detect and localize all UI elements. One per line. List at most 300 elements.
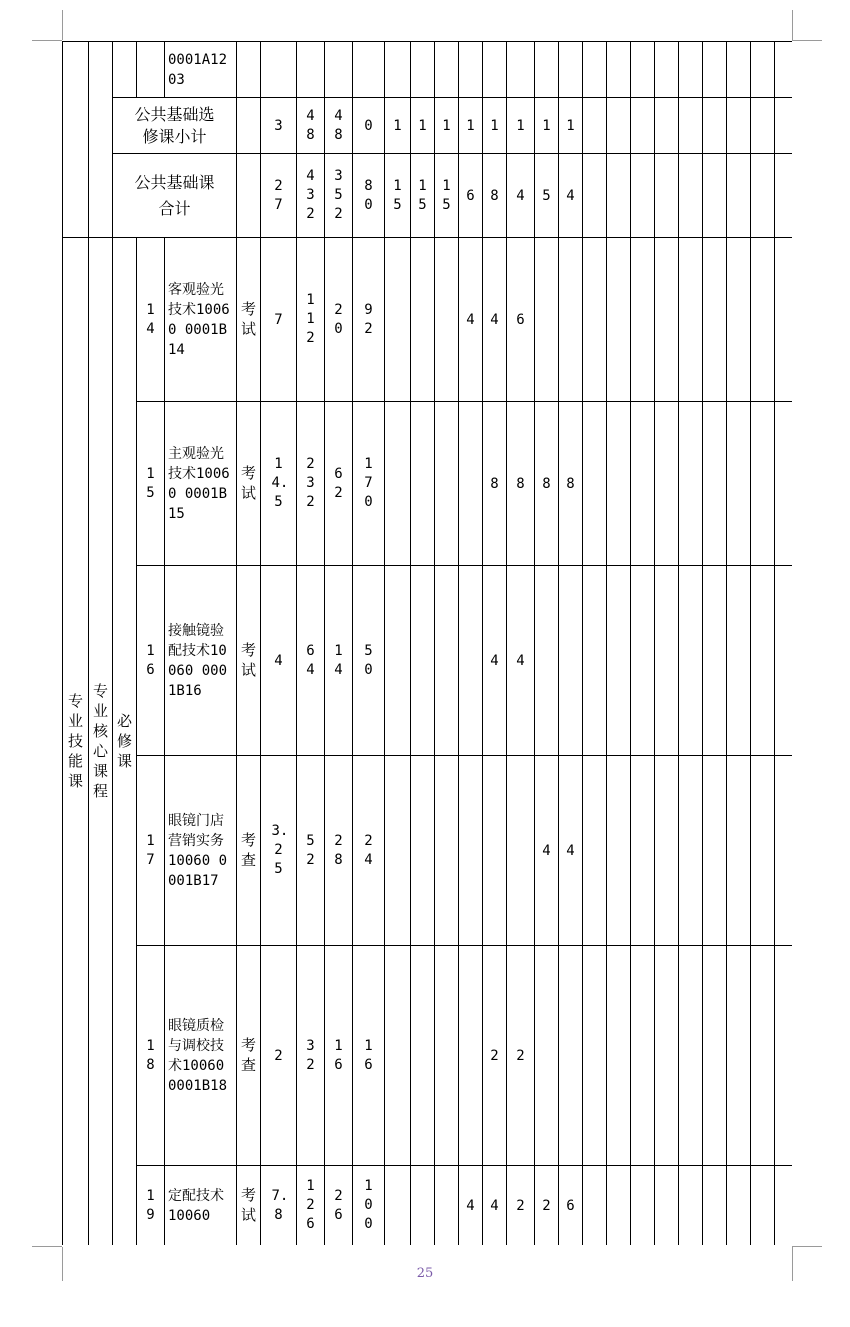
semester-hours-cell bbox=[507, 238, 535, 402]
credit: 7 bbox=[274, 311, 283, 328]
total-hours-cell bbox=[297, 402, 325, 566]
semester-hours-cell bbox=[775, 946, 793, 1166]
course-name: 主观验光技术10060 0001B15 bbox=[168, 445, 230, 522]
semester-hours-cell bbox=[535, 238, 559, 402]
semester-hours-cell bbox=[459, 566, 483, 756]
subtotal-value: 27 bbox=[274, 177, 283, 213]
semester-hours-cell bbox=[385, 1166, 411, 1246]
semester-hours-cell bbox=[751, 566, 775, 756]
course-name: 接触镜验配技术10060 0001B16 bbox=[168, 622, 228, 699]
subtotal-value-cell bbox=[297, 154, 325, 238]
credit: 2 bbox=[274, 1047, 283, 1064]
cell bbox=[353, 42, 385, 98]
cell bbox=[237, 42, 261, 98]
semester-hours-cell bbox=[583, 402, 607, 566]
course-row bbox=[63, 238, 793, 402]
semester-hours-cell bbox=[655, 402, 679, 566]
semester-hours-cell bbox=[507, 566, 535, 756]
assessment-type: 考试 bbox=[240, 641, 256, 679]
cell-merged-left2 bbox=[89, 42, 113, 238]
subtotal-value-cell bbox=[483, 98, 507, 154]
semester-hours-cell bbox=[631, 402, 655, 566]
semester-hours-cell bbox=[751, 402, 775, 566]
course-plan-table bbox=[62, 41, 792, 1245]
subtotal-value-cell bbox=[297, 98, 325, 154]
subtotal-value-cell bbox=[775, 154, 793, 238]
semester-hours-cell bbox=[559, 566, 583, 756]
subtotal-value: 15 bbox=[442, 177, 451, 213]
semester-hours-cell bbox=[631, 238, 655, 402]
course-table-page bbox=[62, 41, 792, 1245]
cell bbox=[583, 42, 607, 98]
semester-hours-cell bbox=[607, 566, 631, 756]
semester-hours-cell bbox=[703, 1166, 727, 1246]
semester-hours-cell bbox=[507, 946, 535, 1166]
semester-hours-cell bbox=[507, 756, 535, 946]
theory-hours-cell bbox=[325, 566, 353, 756]
subtotal-value-cell bbox=[751, 154, 775, 238]
subtotal-value-cell bbox=[385, 98, 411, 154]
semester-hours: 8 bbox=[490, 475, 499, 492]
course-name-cell bbox=[165, 946, 237, 1166]
semester-hours: 4 bbox=[490, 311, 499, 328]
course-name-cell bbox=[165, 1166, 237, 1246]
subtotal-value-cell bbox=[261, 98, 297, 154]
credit: 3.25 bbox=[271, 823, 289, 877]
theory-hours: 16 bbox=[334, 1037, 343, 1073]
course-number-cell bbox=[137, 238, 165, 402]
cell bbox=[775, 42, 793, 98]
assessment-type: 考查 bbox=[240, 831, 256, 869]
semester-hours: 4 bbox=[516, 652, 525, 669]
semester-hours-cell bbox=[727, 402, 751, 566]
subtotal-value-cell bbox=[655, 154, 679, 238]
course-name: 定配技术10060 bbox=[168, 1187, 224, 1224]
page-number: 25 bbox=[416, 1266, 434, 1281]
semester-hours-cell bbox=[483, 946, 507, 1166]
cell bbox=[679, 42, 703, 98]
credit: 14.5 bbox=[271, 456, 289, 510]
subtotal-value-cell bbox=[435, 98, 459, 154]
cell bbox=[137, 42, 165, 98]
semester-hours-cell bbox=[751, 756, 775, 946]
subtotal-label: 公共基础选修课小计 bbox=[113, 98, 237, 154]
semester-hours-cell bbox=[385, 756, 411, 946]
semester-hours-cell bbox=[703, 756, 727, 946]
semester-hours-cell bbox=[679, 756, 703, 946]
semester-hours-cell bbox=[655, 756, 679, 946]
semester-hours-cell bbox=[727, 1166, 751, 1246]
subtotal-value: 1 bbox=[490, 117, 499, 134]
subtotal-value-cell bbox=[435, 154, 459, 238]
cell bbox=[655, 42, 679, 98]
group-type: 必修课 bbox=[116, 712, 132, 770]
semester-hours: 4 bbox=[490, 652, 499, 669]
semester-hours-cell bbox=[483, 756, 507, 946]
subtotal-value-cell bbox=[237, 154, 261, 238]
practice-hours: 92 bbox=[364, 301, 373, 337]
assessment-type: 考试 bbox=[240, 300, 256, 338]
crop-mark-tl-h bbox=[32, 40, 62, 41]
semester-hours-cell bbox=[507, 1166, 535, 1246]
subtotal-value-cell bbox=[535, 154, 559, 238]
crop-mark-tl-v bbox=[62, 10, 63, 40]
total-hours: 232 bbox=[306, 456, 315, 510]
subtotal-label: 公共基础课合计 bbox=[113, 154, 237, 238]
subtotal-value: 15 bbox=[418, 177, 427, 213]
cell bbox=[483, 42, 507, 98]
semester-hours: 8 bbox=[542, 475, 551, 492]
subtotal-value-cell bbox=[535, 98, 559, 154]
semester-hours-cell bbox=[727, 946, 751, 1166]
total-hours: 112 bbox=[306, 292, 315, 346]
semester-hours: 4 bbox=[466, 311, 475, 328]
semester-hours-cell bbox=[607, 756, 631, 946]
semester-hours: 2 bbox=[516, 1197, 525, 1214]
semester-hours-cell bbox=[535, 946, 559, 1166]
semester-hours-cell bbox=[483, 238, 507, 402]
semester-hours-cell bbox=[655, 1166, 679, 1246]
semester-hours-cell bbox=[679, 566, 703, 756]
practice-hours: 170 bbox=[364, 456, 373, 510]
subtotal-value-cell bbox=[411, 98, 435, 154]
subtotal-total-row bbox=[63, 154, 793, 238]
semester-hours-cell bbox=[751, 946, 775, 1166]
subtotal-value-cell bbox=[775, 98, 793, 154]
subtotal-value: 8 bbox=[490, 187, 499, 204]
assessment-type-cell bbox=[237, 402, 261, 566]
semester-hours-cell bbox=[435, 566, 459, 756]
course-row bbox=[63, 946, 793, 1166]
subtotal-value-cell bbox=[483, 154, 507, 238]
credit-cell bbox=[261, 238, 297, 402]
cell bbox=[751, 42, 775, 98]
cell bbox=[607, 42, 631, 98]
subtotal-value-cell bbox=[325, 154, 353, 238]
crop-mark-bl-h bbox=[32, 1246, 62, 1247]
assessment-type-cell bbox=[237, 946, 261, 1166]
course-number-cell bbox=[137, 756, 165, 946]
subtotal-value: 48 bbox=[334, 107, 343, 143]
course-row bbox=[63, 566, 793, 756]
cell bbox=[297, 42, 325, 98]
subtotal-value: 6 bbox=[466, 187, 475, 204]
subtotal-value-cell bbox=[703, 154, 727, 238]
assessment-type-cell bbox=[237, 756, 261, 946]
semester-hours-cell bbox=[655, 238, 679, 402]
course-code-cell bbox=[165, 42, 237, 98]
semester-hours: 6 bbox=[566, 1197, 575, 1214]
semester-hours-cell bbox=[583, 1166, 607, 1246]
semester-hours-cell bbox=[435, 756, 459, 946]
subtotal-value: 432 bbox=[306, 168, 315, 222]
subtotal-value-cell bbox=[631, 98, 655, 154]
subtotal-value: 5 bbox=[542, 187, 551, 204]
semester-hours-cell bbox=[483, 402, 507, 566]
semester-hours-cell bbox=[411, 756, 435, 946]
total-hours-cell bbox=[297, 946, 325, 1166]
group-type-cell bbox=[113, 238, 137, 1246]
course-number: 19 bbox=[146, 1187, 155, 1223]
semester-hours-cell bbox=[459, 946, 483, 1166]
subtotal-value-cell bbox=[385, 154, 411, 238]
course-name: 眼镜门店营销实务10060 0001B17 bbox=[168, 812, 228, 889]
assessment-type-cell bbox=[237, 1166, 261, 1246]
practice-hours: 100 bbox=[364, 1178, 373, 1232]
subtotal-value-cell bbox=[353, 154, 385, 238]
practice-hours-cell bbox=[353, 566, 385, 756]
total-hours: 64 bbox=[306, 642, 315, 678]
subtotal-value: 0 bbox=[364, 117, 373, 134]
subtotal-value: 4 bbox=[516, 187, 525, 204]
course-name: 眼镜质检与调校技术10060 0001B18 bbox=[168, 1017, 228, 1094]
crop-mark-tr-v bbox=[792, 10, 793, 40]
semester-hours-cell bbox=[435, 946, 459, 1166]
semester-hours-cell bbox=[775, 756, 793, 946]
semester-hours-cell bbox=[385, 946, 411, 1166]
cell bbox=[411, 42, 435, 98]
semester-hours-cell bbox=[535, 402, 559, 566]
cell bbox=[727, 42, 751, 98]
subtotal-value: 352 bbox=[334, 168, 343, 222]
cell bbox=[261, 42, 297, 98]
subtotal-value-cell bbox=[727, 154, 751, 238]
semester-hours-cell bbox=[703, 946, 727, 1166]
subtotal-value-cell bbox=[459, 98, 483, 154]
subtotal-value: 1 bbox=[566, 117, 575, 134]
total-hours-cell bbox=[297, 238, 325, 402]
subtotal-value-cell bbox=[411, 154, 435, 238]
semester-hours-cell bbox=[775, 1166, 793, 1246]
subtotal-value-cell bbox=[261, 154, 297, 238]
semester-hours-cell bbox=[411, 402, 435, 566]
semester-hours-cell bbox=[775, 566, 793, 756]
semester-hours-cell bbox=[727, 756, 751, 946]
subtotal-value-cell bbox=[703, 98, 727, 154]
semester-hours-cell bbox=[631, 946, 655, 1166]
semester-hours-cell bbox=[385, 566, 411, 756]
practice-hours-cell bbox=[353, 402, 385, 566]
subtotal-value-cell bbox=[353, 98, 385, 154]
semester-hours-cell bbox=[655, 946, 679, 1166]
cell bbox=[559, 42, 583, 98]
credit-cell bbox=[261, 756, 297, 946]
semester-hours-cell bbox=[703, 238, 727, 402]
semester-hours-cell bbox=[459, 756, 483, 946]
credit: 7.8 bbox=[271, 1187, 289, 1223]
semester-hours-cell bbox=[679, 946, 703, 1166]
semester-hours-cell bbox=[607, 1166, 631, 1246]
subtotal-value: 1 bbox=[393, 117, 402, 134]
subtotal-value-cell bbox=[751, 98, 775, 154]
cell bbox=[535, 42, 559, 98]
subtotal-value: 1 bbox=[466, 117, 475, 134]
course-name-cell bbox=[165, 756, 237, 946]
semester-hours-cell bbox=[583, 238, 607, 402]
course-name-cell bbox=[165, 566, 237, 756]
theory-hours-cell bbox=[325, 238, 353, 402]
course-name-cell bbox=[165, 402, 237, 566]
assessment-type-cell bbox=[237, 238, 261, 402]
group-subcategory: 专业核心课程 bbox=[92, 682, 108, 800]
subtotal-elective-row bbox=[63, 98, 793, 154]
table-row bbox=[63, 42, 793, 98]
semester-hours-cell bbox=[607, 402, 631, 566]
cell bbox=[113, 42, 137, 98]
subtotal-value-cell bbox=[607, 98, 631, 154]
cell bbox=[507, 42, 535, 98]
course-row bbox=[63, 1166, 793, 1246]
course-number-cell bbox=[137, 566, 165, 756]
cell bbox=[385, 42, 411, 98]
practice-hours: 50 bbox=[364, 642, 373, 678]
semester-hours-cell bbox=[631, 566, 655, 756]
course-number: 15 bbox=[146, 465, 155, 501]
semester-hours-cell bbox=[607, 238, 631, 402]
semester-hours-cell bbox=[775, 238, 793, 402]
practice-hours-cell bbox=[353, 946, 385, 1166]
credit-cell bbox=[261, 566, 297, 756]
subtotal-value: 3 bbox=[274, 117, 283, 134]
crop-mark-tr-h bbox=[792, 40, 822, 41]
subtotal-value-cell bbox=[459, 154, 483, 238]
semester-hours-cell bbox=[411, 238, 435, 402]
subtotal-value: 1 bbox=[418, 117, 427, 134]
practice-hours: 24 bbox=[364, 832, 373, 868]
total-hours-cell bbox=[297, 566, 325, 756]
assessment-type: 考试 bbox=[240, 464, 256, 502]
cell-merged-left bbox=[63, 42, 89, 238]
course-number: 17 bbox=[146, 832, 155, 868]
total-hours-cell bbox=[297, 1166, 325, 1246]
semester-hours-cell bbox=[679, 238, 703, 402]
semester-hours-cell bbox=[583, 946, 607, 1166]
semester-hours-cell bbox=[559, 402, 583, 566]
semester-hours-cell bbox=[631, 756, 655, 946]
subtotal-value: 4 bbox=[566, 187, 575, 204]
total-hours: 52 bbox=[306, 832, 315, 868]
subtotal-value-cell bbox=[631, 154, 655, 238]
course-number: 14 bbox=[146, 301, 155, 337]
theory-hours-cell bbox=[325, 756, 353, 946]
subtotal-value-cell bbox=[655, 98, 679, 154]
semester-hours-cell bbox=[459, 1166, 483, 1246]
subtotal-value: 1 bbox=[516, 117, 525, 134]
subtotal-value-cell bbox=[727, 98, 751, 154]
semester-hours-cell bbox=[559, 238, 583, 402]
course-code: 0001A1203 bbox=[168, 51, 228, 88]
credit-cell bbox=[261, 1166, 297, 1246]
group-category: 专业技能课 bbox=[67, 692, 83, 790]
practice-hours-cell bbox=[353, 238, 385, 402]
total-hours-cell bbox=[297, 756, 325, 946]
theory-hours: 26 bbox=[334, 1187, 343, 1223]
assessment-type-cell bbox=[237, 566, 261, 756]
theory-hours: 28 bbox=[334, 832, 343, 868]
cell bbox=[631, 42, 655, 98]
semester-hours-cell bbox=[535, 1166, 559, 1246]
subtotal-value-cell bbox=[559, 154, 583, 238]
semester-hours-cell bbox=[411, 1166, 435, 1246]
cell bbox=[703, 42, 727, 98]
practice-hours: 16 bbox=[364, 1037, 373, 1073]
subtotal-value-cell bbox=[507, 154, 535, 238]
semester-hours-cell bbox=[483, 1166, 507, 1246]
semester-hours-cell bbox=[411, 566, 435, 756]
subtotal-value-cell bbox=[583, 154, 607, 238]
semester-hours-cell bbox=[703, 402, 727, 566]
subtotal-value: 48 bbox=[306, 107, 315, 143]
semester-hours: 4 bbox=[542, 842, 551, 859]
semester-hours-cell bbox=[559, 756, 583, 946]
theory-hours: 14 bbox=[334, 642, 343, 678]
semester-hours-cell bbox=[385, 238, 411, 402]
crop-mark-br-h bbox=[792, 1246, 822, 1247]
subtotal-value-cell bbox=[325, 98, 353, 154]
course-row bbox=[63, 402, 793, 566]
practice-hours-cell bbox=[353, 756, 385, 946]
semester-hours: 4 bbox=[490, 1197, 499, 1214]
theory-hours-cell bbox=[325, 402, 353, 566]
credit: 4 bbox=[274, 652, 283, 669]
course-name-cell bbox=[165, 238, 237, 402]
subtotal-value: 15 bbox=[393, 177, 402, 213]
semester-hours-cell bbox=[727, 566, 751, 756]
semester-hours-cell bbox=[631, 1166, 655, 1246]
semester-hours-cell bbox=[435, 1166, 459, 1246]
subtotal-value: 1 bbox=[442, 117, 451, 134]
semester-hours-cell bbox=[751, 238, 775, 402]
semester-hours-cell bbox=[679, 1166, 703, 1246]
course-row bbox=[63, 756, 793, 946]
course-name: 客观验光技术10060 0001B14 bbox=[168, 281, 230, 358]
semester-hours-cell bbox=[435, 238, 459, 402]
semester-hours-cell bbox=[559, 1166, 583, 1246]
subtotal-value: 80 bbox=[364, 177, 373, 213]
semester-hours-cell bbox=[727, 238, 751, 402]
subtotal-value-cell bbox=[583, 98, 607, 154]
theory-hours-cell bbox=[325, 946, 353, 1166]
semester-hours: 2 bbox=[490, 1047, 499, 1064]
subtotal-value-cell bbox=[237, 98, 261, 154]
semester-hours-cell bbox=[507, 402, 535, 566]
semester-hours-cell bbox=[411, 946, 435, 1166]
course-number-cell bbox=[137, 402, 165, 566]
semester-hours-cell bbox=[607, 946, 631, 1166]
subtotal-value: 1 bbox=[542, 117, 551, 134]
group-subcategory-cell bbox=[89, 238, 113, 1246]
subtotal-value-cell bbox=[679, 98, 703, 154]
semester-hours-cell bbox=[655, 566, 679, 756]
semester-hours-cell bbox=[679, 402, 703, 566]
semester-hours: 4 bbox=[566, 842, 575, 859]
semester-hours-cell bbox=[483, 566, 507, 756]
semester-hours-cell bbox=[775, 402, 793, 566]
semester-hours-cell bbox=[703, 566, 727, 756]
semester-hours-cell bbox=[385, 402, 411, 566]
semester-hours-cell bbox=[751, 1166, 775, 1246]
semester-hours: 8 bbox=[566, 475, 575, 492]
course-number-cell bbox=[137, 1166, 165, 1246]
credit-cell bbox=[261, 402, 297, 566]
assessment-type: 考查 bbox=[240, 1036, 256, 1074]
total-hours: 32 bbox=[306, 1037, 315, 1073]
semester-hours-cell bbox=[559, 946, 583, 1166]
assessment-type: 考试 bbox=[240, 1186, 256, 1224]
group-category-cell bbox=[63, 238, 89, 1246]
theory-hours-cell bbox=[325, 1166, 353, 1246]
theory-hours: 20 bbox=[334, 301, 343, 337]
